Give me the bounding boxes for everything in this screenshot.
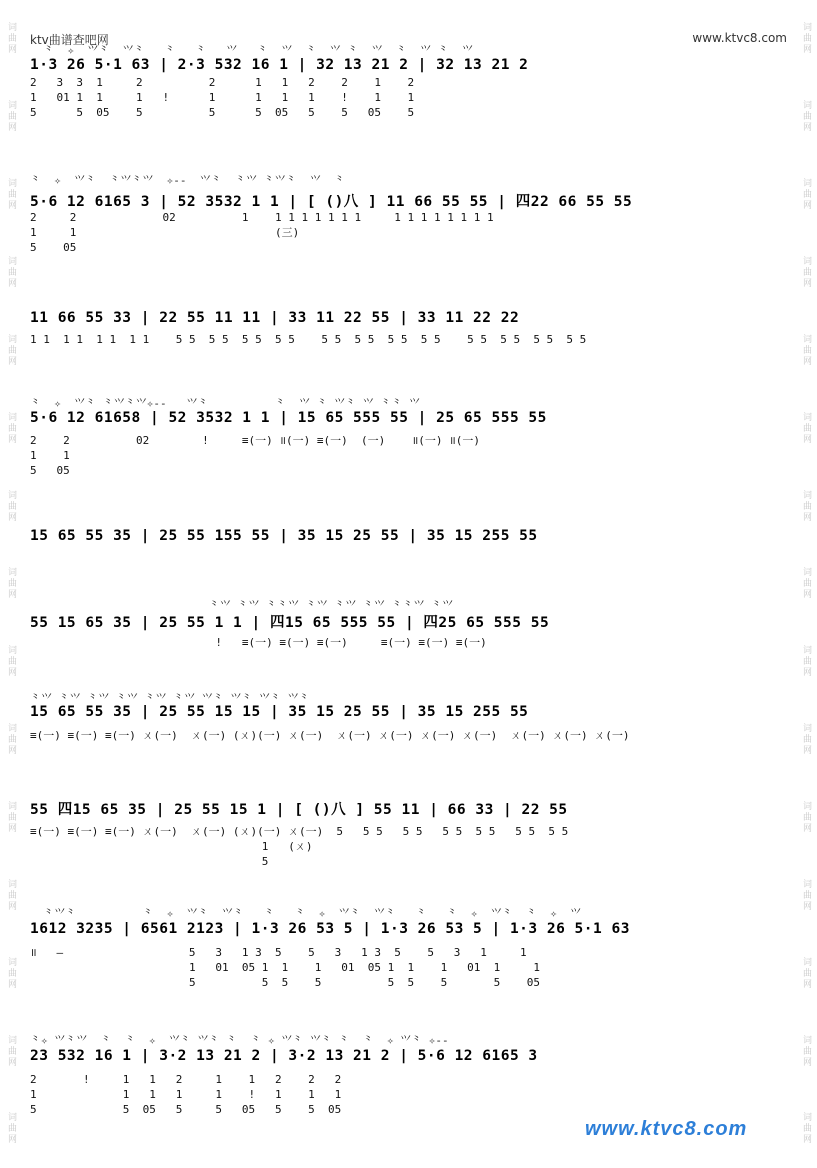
system-lower-voice: 1 1 1 1 1 1 1 1 5 5 5 5 5 5 5 5 5 5 5 5 5 5 5 5 5 5 5 5 5 5 5 5 [30,333,587,346]
system-notes: 55 15 65 35 | 25 55 1 1 | 四15 65 555 55 | 四25 65 555 55 [30,615,550,631]
system-marks: ⺀✧ ⺍⺀⺍ ⺀ ⺀ ✧ ⺍⺀ ⺍⺀ ⺀ ⺀ ✧ ⺍⺀ ⺍⺀ ⺀ ⺀ ✧ ⺍⺀ ✧-- [30,1034,449,1047]
system-notes: 15 65 55 35 | 25 55 155 55 | 35 15 25 55 | 35 15 255 55 [30,528,538,544]
score-system-8 [30,782,780,868]
footer-site-url[interactable]: www.ktvc8.com [585,1118,748,1140]
system-marks: ⺀⺍⺀ ⺀ ✧ ⺍⺀ ⺍⺀ ⺀ ⺀ ✧ ⺍⺀ ⺍⺀ ⺀ ⺀ ✧ ⺍⺀ ⺀ ✧ ⺍ [30,907,582,920]
system-lower-voice: 2 3 3 1 2 2 1 1 2 2 1 2 1 01 1 1 1 ! 1 1 1 1 ! 1 1 5 5 05 5 5 5 05 5 5 05 5 [30,76,415,119]
system-lower-voice: ≡(一) ≡(一) ≡(一) ㄨ(一) ㄨ(一) (ㄨ)(一) ㄨ(一) ㄨ(一) ㄨ(一) ㄨ(一) ㄨ(一) ㄨ(一) ㄨ(一) ㄨ(一) [30,729,630,742]
score-system-6 [30,597,780,657]
watermark-right: 词曲网 词曲网 词曲网 词曲网 词曲网 词曲网 词曲网 词曲网 词曲网 词曲网 词曲网 词曲网 词曲网 词曲网 词曲网 [801,22,811,1146]
score-system-3 [30,310,780,360]
system-notes: 11 66 55 33 | 22 55 11 11 | 33 11 22 55 | 33 11 22 22 [30,310,520,326]
system-marks: ⺀⺍ ⺀⺍ ⺀⺀⺍ ⺀⺍ ⺀⺍ ⺀⺍ ⺀⺀⺍ ⺀⺍ [30,599,454,612]
system-notes: 5·6 12 6165 3 | 52 3532 1 1 | [ ()八 ] 11 66 55 55 | 四22 66 55 55 [30,194,633,210]
system-notes: 1612 3235 | 6561 2123 | 1·3 26 53 5 | 1·3 26 53 5 | 1·3 26 5·1 63 [30,921,630,937]
system-lower-voice: 2 2 02 ! ≡(一) ॥(一) ≡(一) (一) ॥(一) ॥(一) 1 1 5 05 [30,434,481,477]
system-marks: ⺀ ✧ ⺍⺀ ⺀⺍⺀⺍✧-- ⺍⺀ ⺀ ⺍ ⺀ ⺍⺀ ⺍ ⺀⺀ ⺍ [30,397,421,410]
system-notes: 55 四15 65 35 | 25 55 15 1 | [ ()八 ] 55 11 | 66 33 | 22 55 [30,802,568,818]
score-system-5 [30,520,780,560]
system-lower-voice: 2 2 02 1 1 1 1 1 1 1 1 1 1 1 1 1 1 1 1 1 1 (三) 5 05 [30,211,494,254]
system-marks: ⺀ ✧ ⺍⺀ ⺍⺀ ⺀ ⺀ ⺍ ⺀ ⺍ ⺀ ⺍ ⺀ ⺍ ⺀ ⺍ ⺀ ⺍ [30,44,474,57]
system-notes: 1·3 26 5·1 63 | 2·3 532 16 1 | 32 13 21 2 | 32 13 21 2 [30,57,529,73]
site-name-left: ktv曲谱查吧网 [30,33,109,47]
score-system-10 [30,1032,780,1117]
score-system-7 [30,690,780,745]
system-lower-voice: ॥ — 5 3 1 3 5 5 3 1 3 5 5 3 1 1 1 01 05 1 1 1 01 05 1 1 1 01 1 1 5 5 5 5 5 5 5 5 05 [30,946,540,989]
score-system-1 [30,42,780,132]
system-lower-voice: ! ≡(一) ≡(一) ≡(一) ≡(一) ≡(一) ≡(一) [30,636,487,649]
system-notes: 15 65 55 35 | 25 55 15 15 | 35 15 25 55 | 35 15 255 55 [30,704,529,720]
score-system-2 [30,172,780,272]
score-system-4 [30,395,780,490]
system-notes: 5·6 12 61658 | 52 3532 1 1 | 15 65 555 55 | 25 65 555 55 [30,410,547,426]
system-lower-voice: ≡(一) ≡(一) ≡(一) ㄨ(一) ㄨ(一) (ㄨ)(一) ㄨ(一) 5 5 5 5 5 5 5 5 5 5 5 5 5 1 (ㄨ) 5 [30,825,569,868]
score-system-9 [30,905,780,1000]
system-notes: 23 532 16 1 | 3·2 13 21 2 | 3·2 13 21 2 | 5·6 12 6165 3 [30,1048,538,1064]
system-lower-voice: 2 ! 1 1 2 1 1 2 2 2 1 1 1 1 1 ! 1 1 1 5 5 05 5 5 05 5 5 05 [30,1073,342,1116]
system-marks: ⺀ ✧ ⺍⺀ ⺀⺍⺀⺍ ✧-- ⺍⺀ ⺀⺍ ⺀⺍⺀ ⺍ ⺀ [30,174,346,187]
site-url-right[interactable]: www.ktvc8.com [692,31,787,45]
system-marks: ⺀⺍ ⺀⺍ ⺀⺍ ⺀⺍ ⺀⺍ ⺀⺍ ⺍⺀ ⺍⺀ ⺍⺀ ⺍⺀ [30,692,310,705]
watermark-left: 词曲网 词曲网 词曲网 词曲网 词曲网 词曲网 词曲网 词曲网 词曲网 词曲网 词曲网 词曲网 词曲网 词曲网 词曲网 [6,22,16,1146]
